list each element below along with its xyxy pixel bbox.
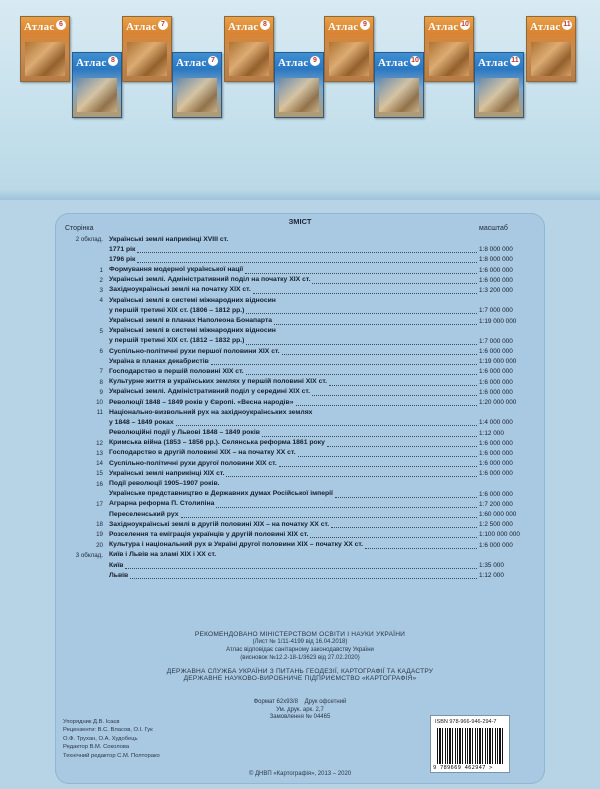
toc-title: Українські землі в системі міжнародних відносин — [109, 296, 276, 304]
toc-page-number: 1 — [99, 266, 103, 274]
toc-row — [61, 347, 531, 357]
toc-scale: 1:8 000 000 — [479, 256, 513, 264]
toc-scale: 1:7 200 000 — [479, 500, 513, 508]
toc-title: Львів — [109, 571, 129, 579]
toc-scale: 1:2 500 000 — [479, 521, 513, 529]
toc-leader-dots — [245, 273, 477, 274]
state-service: ДЕРЖАВНА СЛУЖБА УКРАЇНИ З ПИТАНЬ ГЕОДЕЗІЇ, КАРТОГРАФІЇ ТА КАДАСТРУ — [166, 668, 434, 675]
publisher-enterprise: ДЕРЖАВНЕ НАУКОВО-ВИРОБНИЧЕ ПІДПРИЄМСТВО «КАРТОГРАФІЯ» — [183, 675, 417, 682]
toc-leader-dots — [296, 405, 477, 406]
toc-row — [61, 317, 531, 327]
toc-title: Господарство в першій половині XIX ст. — [109, 367, 244, 375]
toc-leader-dots — [329, 385, 477, 386]
toc-row — [61, 327, 531, 337]
toc-scale: 1:6 000 000 — [479, 439, 513, 447]
toc-page-number: 17 — [96, 500, 103, 508]
toc-page-number: 18 — [96, 521, 103, 529]
toc-page-number: 16 — [96, 480, 103, 488]
toc-title: 1796 рік — [109, 255, 136, 263]
toc-leader-dots — [310, 537, 477, 538]
toc-scale: 1:6 000 000 — [479, 266, 513, 274]
toc-title: Українські землі наприкінці XVIII ст. — [109, 235, 229, 243]
isbn-barcode-box — [430, 715, 510, 773]
atlas-cover-image — [379, 78, 419, 112]
toc-row — [61, 530, 531, 540]
toc-page-number: 2 — [99, 276, 103, 284]
credit-compiler: Упорядник Д.В. Ісаєв — [63, 719, 120, 725]
toc-scale: 1:6 000 000 — [479, 460, 513, 468]
credit-reviewers-cont: О.Ф. Трухан, О.А. Худобець — [63, 735, 138, 742]
toc-leader-dots — [274, 324, 477, 325]
toc-scale: 1:7 000 000 — [479, 307, 513, 315]
toc-scale: 1:3 200 000 — [479, 286, 513, 294]
atlas-cover-2 — [72, 52, 122, 118]
toc-row — [61, 296, 531, 306]
atlas-cover-grade: 7 — [158, 20, 168, 30]
atlas-cover-grade: 10 — [411, 57, 419, 64]
toc-row — [61, 480, 531, 490]
toc-title: Західноукраїнські землі на початку XIX ст. — [109, 286, 251, 294]
toc-title: Українські землі в планах Наполеона Бонапарта — [109, 317, 273, 324]
toc-row — [61, 510, 531, 520]
toc-row — [61, 306, 531, 316]
toc-leader-dots — [125, 568, 477, 569]
toc-title: Культура і національний рух в Україні другої половини XIX – початку XX ст. — [109, 541, 364, 549]
toc-scale: 1:6 000 000 — [479, 449, 513, 457]
atlas-cover-7 — [324, 16, 374, 82]
toc-scale: 1:6 000 000 — [479, 348, 513, 356]
toc-row — [61, 541, 531, 551]
toc-leader-dots — [282, 354, 477, 355]
toc-row — [61, 561, 531, 571]
toc-title: Українські землі в системі міжнародних відносин — [109, 327, 276, 335]
imprint-format: Формат 62х93/8 — [253, 699, 298, 705]
toc-page-number: 10 — [96, 399, 103, 406]
toc-leader-dots — [216, 507, 477, 508]
atlas-cover-image — [279, 78, 319, 112]
toc-row — [61, 245, 531, 255]
toc-row — [61, 469, 531, 479]
toc-row — [61, 418, 531, 428]
toc-scale: 1:19 000 000 — [479, 358, 517, 366]
credits-block — [63, 718, 160, 760]
atlas-cover-grade: 7 — [208, 56, 218, 66]
atlas-cover-image — [531, 42, 571, 76]
toc-row — [61, 459, 531, 469]
barcode-icon — [437, 728, 505, 764]
atlas-cover-title: Атлас — [126, 21, 157, 33]
toc-scale: 1:8 000 000 — [479, 246, 513, 254]
toc-title: Київ — [109, 561, 124, 569]
toc-page-number: 7 — [99, 368, 103, 376]
toc-row — [61, 439, 531, 449]
atlas-cover-4 — [172, 52, 222, 118]
atlas-cover-6 — [274, 52, 324, 118]
toc-title: Розселення та еміграція українців у другій половині XIX ст. — [109, 530, 309, 538]
toc-row — [61, 551, 531, 561]
atlas-cover-grade: 9 — [360, 20, 370, 30]
toc-leader-dots — [211, 364, 477, 365]
toc-leader-dots — [246, 374, 477, 375]
toc-title: Київ і Львів на зламі XIX і XX ст. — [109, 551, 217, 559]
toc-scale: 1:6 000 000 — [479, 541, 513, 549]
atlas-cover-title: Атлас — [530, 21, 561, 33]
atlas-cover-title: Атлас — [428, 21, 459, 33]
atlas-cover-title: Атлас — [76, 57, 107, 69]
toc-title: 1771 рік — [109, 245, 136, 253]
toc-page-number: 12 — [96, 439, 103, 447]
atlas-cover-3 — [122, 16, 172, 82]
copyright: © ДНВП «Картографія», 2013 – 2020 — [248, 771, 352, 777]
toc-scale: 1:60 000 000 — [479, 511, 517, 519]
atlas-cover-grade: 11 — [511, 57, 519, 64]
toc-page-number: 2 обклад. — [75, 236, 103, 243]
toc-page-number: 13 — [96, 449, 103, 457]
approval-block — [55, 631, 545, 682]
ministry-recommendation: РЕКОМЕНДОВАНО МІНІСТЕРСТВОМ ОСВІТИ І НАУКИ УКРАЇНИ — [194, 631, 406, 638]
cover-banner — [0, 0, 600, 200]
toc-title: Революційні події у Львові 1848 – 1849 років — [109, 429, 260, 437]
atlas-cover-image — [229, 42, 269, 76]
atlas-cover-image — [25, 42, 65, 76]
toc-leader-dots — [137, 252, 477, 253]
toc-scale: 1:6 000 000 — [479, 276, 513, 284]
toc-leader-dots — [176, 425, 477, 426]
toc-leader-dots — [335, 497, 477, 498]
toc-page-number: 19 — [96, 531, 103, 539]
atlas-cover-title: Атлас — [278, 57, 309, 69]
atlas-cover-image — [77, 78, 117, 112]
toc-title: Переселенський рух — [109, 510, 179, 518]
toc-title: Кримська війна (1853 – 1856 рр.). Селянська реформа 1861 року — [109, 439, 325, 447]
toc-row — [61, 500, 531, 510]
toc-page-number: 9 — [99, 388, 103, 396]
toc-title: Суспільно-політичні рухи другої половини XIX ст. — [109, 459, 277, 467]
atlas-cover-1 — [20, 16, 70, 82]
toc-page-number: 6 — [99, 348, 103, 356]
toc-leader-dots — [246, 344, 477, 345]
toc-heading: ЗМІСТ — [288, 217, 312, 226]
credit-tech-editor: Технічний редактор С.М. Полторако — [63, 752, 160, 759]
toc-page-number: 8 — [99, 378, 103, 386]
toc-title: Культурне життя в українських землях у першій половині XIX ст. — [109, 378, 328, 386]
toc-page-number: 20 — [96, 541, 103, 549]
toc-row — [61, 357, 531, 367]
atlas-cover-10 — [474, 52, 524, 118]
toc-row — [61, 378, 531, 388]
credit-reviewers: Рецензенти: В.С. Власов, О.І. Гук — [63, 727, 153, 734]
toc-scale: 1:6 000 000 — [479, 388, 513, 396]
toc-title: Західноукраїнські землі в другій половині XIX – на початку XX ст. — [109, 520, 330, 528]
atlas-cover-grade: 10 — [461, 21, 469, 28]
atlas-cover-grade: 8 — [108, 56, 118, 66]
imprint-print: Друк офсетний — [304, 699, 347, 705]
toc-leader-dots — [279, 466, 477, 467]
toc-row — [61, 255, 531, 265]
toc-row — [61, 429, 531, 439]
toc-title: у першій третині XIX ст. (1812 – 1832 рр.) — [109, 337, 245, 345]
toc-scale: 1:12 000 — [479, 572, 504, 580]
atlas-cover-grade: 8 — [260, 20, 270, 30]
imprint-sheets: Ум. друк. арк. 2,7 — [276, 706, 324, 713]
sanitary-conclusion: (висновок №12.2-18-1/3623 від 27.02.2020) — [240, 655, 360, 661]
toc-row — [61, 235, 531, 245]
atlas-cover-title: Атлас — [478, 57, 509, 69]
toc-scale: 1:100 000 000 — [479, 531, 520, 539]
toc-row — [61, 520, 531, 530]
toc-row — [61, 286, 531, 296]
credit-editor: Редактор В.М. Соколова — [63, 744, 130, 751]
toc-title: Аграрна реформа П. Столипіна — [109, 500, 215, 508]
imprint-order: Замовлення № 04465 — [269, 714, 331, 720]
toc-column-page: Сторінка — [65, 225, 94, 232]
toc-scale: 1:6 000 000 — [479, 368, 513, 376]
atlas-cover-grade: 9 — [310, 56, 320, 66]
toc-title: Українські землі. Адміністративний поділ у середині XIX ст. — [109, 388, 311, 396]
atlas-cover-title: Атлас — [328, 21, 359, 33]
atlas-cover-image — [479, 78, 519, 112]
toc-row — [61, 571, 531, 581]
toc-row — [61, 490, 531, 500]
toc-title: Суспільно-політичні рухи першої половини XIX ст. — [109, 347, 280, 355]
toc-scale: 1:19 000 000 — [479, 317, 517, 325]
toc-page-number: 3 — [99, 286, 103, 294]
toc-title: Формування модерної української нації — [109, 266, 244, 274]
toc-leader-dots — [226, 476, 477, 477]
toc-row — [61, 398, 531, 408]
ministry-letter: (Лист № 1/11-4199 від 16.04.2018) — [252, 639, 348, 645]
atlas-cover-title: Атлас — [24, 21, 55, 33]
atlas-cover-title: Атлас — [228, 21, 259, 33]
toc-leader-dots — [181, 517, 477, 518]
toc-column-scale: масштаб — [479, 225, 508, 232]
toc-scale: 1:6 000 000 — [479, 490, 513, 498]
toc-scale: 1:35 000 — [479, 562, 504, 569]
atlas-cover-11 — [526, 16, 576, 82]
toc-leader-dots — [327, 446, 477, 447]
toc-leader-dots — [365, 548, 477, 549]
isbn-label: ISBN 978-966-946-294-7 — [435, 719, 497, 725]
atlas-cover-title: Атлас — [176, 57, 207, 69]
toc-scale: 1:7 000 000 — [479, 337, 513, 345]
toc-leader-dots — [130, 578, 477, 579]
atlas-cover-5 — [224, 16, 274, 82]
toc-title: Національно-визвольний рух на західноукраїнських землях — [109, 408, 313, 416]
atlas-cover-grade: 11 — [563, 21, 571, 28]
toc-title: Українські землі. Адміністративний поділ на початку XIX ст. — [109, 276, 311, 284]
atlas-cover-9 — [424, 16, 474, 82]
toc-page-number: 3 обклад. — [75, 551, 103, 559]
atlas-cover-grade: 6 — [56, 20, 66, 30]
toc-scale: 1:20 000 000 — [479, 399, 517, 406]
toc-leader-dots — [331, 527, 477, 528]
atlas-cover-image — [329, 42, 369, 76]
toc-row — [61, 337, 531, 347]
toc-leader-dots — [262, 436, 477, 437]
toc-row — [61, 266, 531, 276]
toc-title: Революції 1848 – 1849 років у Європі. «Весна народів» — [109, 398, 294, 406]
toc-title: у першій третині XIX ст. (1806 – 1812 рр.) — [109, 306, 245, 314]
toc-scale: 1:12 000 — [479, 429, 504, 437]
toc-leader-dots — [312, 395, 477, 396]
toc-title: Події революції 1905–1907 років. — [109, 480, 220, 487]
atlas-cover-image — [127, 42, 167, 76]
toc-leader-dots — [137, 262, 477, 263]
toc-list — [61, 235, 531, 581]
toc-page-number: 14 — [96, 460, 103, 468]
toc-leader-dots — [246, 313, 477, 314]
toc-page-number: 15 — [96, 470, 103, 478]
toc-title: Українське представництво в Державних думах Російської імперії — [109, 490, 333, 498]
toc-title: Україна в планах декабристів — [109, 357, 209, 365]
toc-page-number: 11 — [96, 409, 103, 417]
toc-page-number: 5 — [99, 327, 103, 335]
atlas-cover-image — [177, 78, 217, 112]
toc-title: у 1848 – 1849 роках — [109, 418, 174, 426]
toc-leader-dots — [298, 456, 477, 457]
toc-title: Українські землі наприкінці XIX ст. — [109, 469, 225, 477]
atlas-cover-title: Атлас — [378, 57, 409, 69]
toc-row — [61, 388, 531, 398]
sanitary-note: Атлас відповідає санітарному законодавству України — [226, 647, 374, 653]
atlas-cover-8 — [374, 52, 424, 118]
toc-scale: 1:4 000 000 — [479, 419, 513, 427]
toc-row — [61, 449, 531, 459]
toc-page-number: 4 — [99, 297, 103, 305]
contents-panel — [55, 213, 545, 784]
barcode-digits: 9 789669 462947 > — [433, 765, 493, 771]
toc-leader-dots — [312, 283, 477, 284]
toc-title: Господарство в другій половині XIX – на початку XX ст. — [109, 449, 296, 457]
atlas-cover-image — [429, 42, 469, 76]
toc-scale: 1:6 000 000 — [479, 378, 513, 386]
toc-row — [61, 408, 531, 418]
toc-leader-dots — [253, 293, 477, 294]
toc-row — [61, 367, 531, 377]
toc-scale: 1:6 000 000 — [479, 470, 513, 478]
toc-row — [61, 276, 531, 286]
